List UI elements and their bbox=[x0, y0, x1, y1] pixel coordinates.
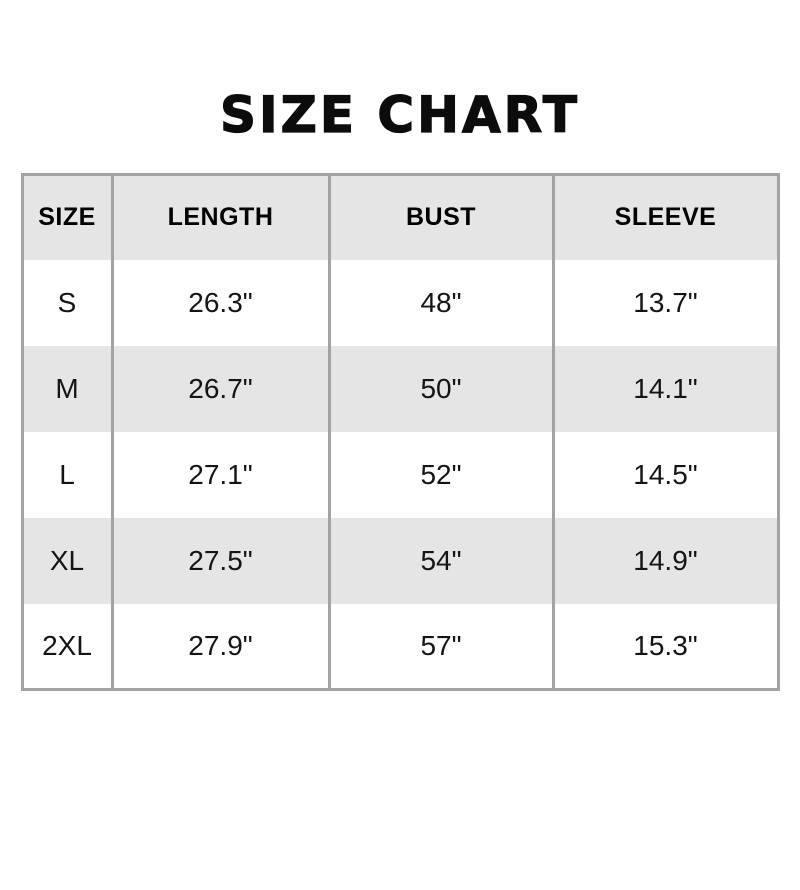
table-row bbox=[22, 346, 778, 432]
table-row bbox=[22, 518, 778, 604]
cell-bust: 48" bbox=[329, 260, 553, 346]
page-title: SIZE CHART bbox=[219, 86, 581, 144]
table-row bbox=[22, 260, 778, 346]
content bbox=[0, 86, 800, 691]
cell-sleeve: 14.9" bbox=[553, 518, 778, 604]
column-header-bust: BUST bbox=[329, 175, 553, 260]
cell-sleeve: 14.5" bbox=[553, 432, 778, 518]
size-chart-table bbox=[21, 173, 780, 691]
column-header-sleeve: SLEEVE bbox=[553, 175, 778, 260]
table-row bbox=[22, 432, 778, 518]
cell-length: 27.1" bbox=[112, 432, 329, 518]
cell-size: M bbox=[22, 346, 112, 432]
cell-bust: 54" bbox=[329, 518, 553, 604]
column-header-size: SIZE bbox=[22, 175, 112, 260]
cell-size: S bbox=[22, 260, 112, 346]
cell-size: 2XL bbox=[22, 604, 112, 690]
table-row bbox=[22, 604, 778, 690]
size-chart-page bbox=[0, 86, 800, 890]
cell-bust: 50" bbox=[329, 346, 553, 432]
cell-sleeve: 13.7" bbox=[553, 260, 778, 346]
cell-sleeve: 14.1" bbox=[553, 346, 778, 432]
cell-length: 26.7" bbox=[112, 346, 329, 432]
cell-bust: 52" bbox=[329, 432, 553, 518]
cell-sleeve: 15.3" bbox=[553, 604, 778, 690]
cell-bust: 57" bbox=[329, 604, 553, 690]
cell-length: 26.3" bbox=[112, 260, 329, 346]
cell-size: L bbox=[22, 432, 112, 518]
table-body bbox=[22, 260, 778, 690]
cell-length: 27.9" bbox=[112, 604, 329, 690]
cell-length: 27.5" bbox=[112, 518, 329, 604]
table-header bbox=[22, 175, 778, 260]
header-row bbox=[22, 175, 778, 260]
cell-size: XL bbox=[22, 518, 112, 604]
column-header-length: LENGTH bbox=[112, 175, 329, 260]
